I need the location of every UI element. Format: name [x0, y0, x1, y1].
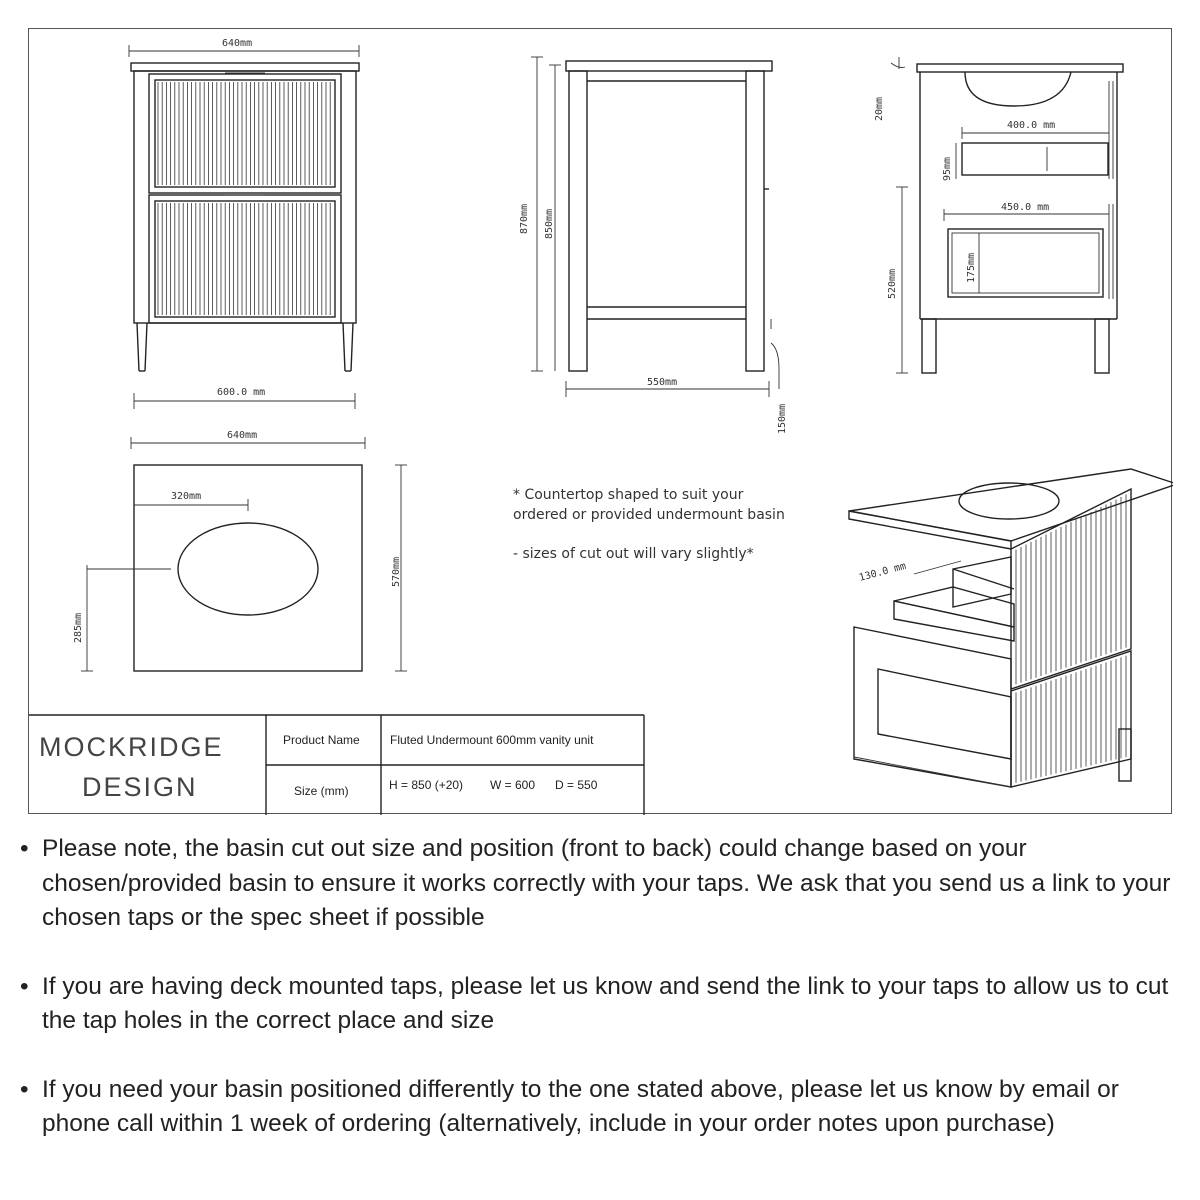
countertop-note — [513, 487, 785, 562]
notes-list — [20, 832, 1185, 1176]
note-item — [20, 832, 1185, 936]
dim-section-height-to-top: 520mm — [887, 268, 898, 299]
section-view — [874, 57, 1123, 373]
dim-side-leg-height: 150mm — [777, 403, 788, 434]
size-width: W = 600 — [490, 778, 536, 792]
dim-iso-drawer-depth: 130.0 mm — [857, 560, 908, 584]
dim-plan-width: 640mm — [227, 430, 258, 441]
dim-section-lower-height: 175mm — [966, 252, 977, 283]
product-name-value: Fluted Undermount 600mm vanity unit — [390, 733, 594, 747]
note-text: Please note, the basin cut out size and position (front to back) could change based on your chosen/provided basin to ensure it works correctly with your taps. We ask that you send us a link to your chosen taps or the spec sheet if possible — [42, 835, 1171, 931]
size-label: Size (mm) — [294, 784, 349, 798]
front-elevation — [129, 38, 359, 409]
note-item — [20, 1073, 1185, 1142]
dim-section-drawer-width: 400.0 mm — [1007, 120, 1056, 131]
dim-front-body-width: 600.0 mm — [217, 387, 266, 398]
dim-plan-basin-offset: 320mm — [171, 491, 202, 502]
dim-side-total-height: 870mm — [519, 203, 530, 234]
dim-side-body-height: 850mm — [544, 208, 555, 239]
drawing-sheet — [28, 28, 1172, 814]
technical-drawing — [29, 29, 1173, 815]
title-block — [29, 715, 644, 815]
dim-section-top-thickness: 20mm — [874, 96, 885, 121]
size-height: H = 850 (+20) — [389, 778, 464, 792]
dim-section-lower-width: 450.0 mm — [1001, 202, 1050, 213]
bullet-icon: • — [20, 1075, 29, 1103]
dim-section-drawer-height: 95mm — [942, 156, 953, 181]
dim-plan-depth: 570mm — [391, 556, 402, 587]
dim-side-depth: 550mm — [647, 377, 678, 388]
dim-front-top-width: 640mm — [222, 38, 253, 49]
note-text: If you need your basin positioned differently to the one stated above, please let us know by email or phone call within 1 week of ordering (alternatively, include in your order notes upon purchase) — [42, 1075, 1119, 1137]
product-name-label: Product Name — [283, 733, 360, 747]
note-item — [20, 970, 1185, 1039]
dim-plan-basin-front: 285mm — [73, 612, 84, 643]
bullet-icon: • — [20, 972, 29, 1000]
size-depth: D = 550 — [555, 778, 598, 792]
side-elevation — [519, 57, 788, 434]
note-line-2: ordered or provided undermount basin — [513, 507, 785, 523]
plan-view — [73, 430, 407, 671]
isometric-view — [849, 469, 1173, 787]
brand-name-line2: DESIGN — [82, 772, 198, 802]
brand-name-line1: MOCKRIDGE — [39, 732, 224, 762]
note-line-1: * Countertop shaped to suit your — [513, 487, 744, 503]
note-line-3: - sizes of cut out will vary slightly* — [513, 546, 754, 562]
bullet-icon: • — [20, 835, 29, 862]
note-text: If you are having deck mounted taps, please let us know and send the link to your taps to allow us to cut the tap holes in the correct place and size — [42, 972, 1169, 1034]
